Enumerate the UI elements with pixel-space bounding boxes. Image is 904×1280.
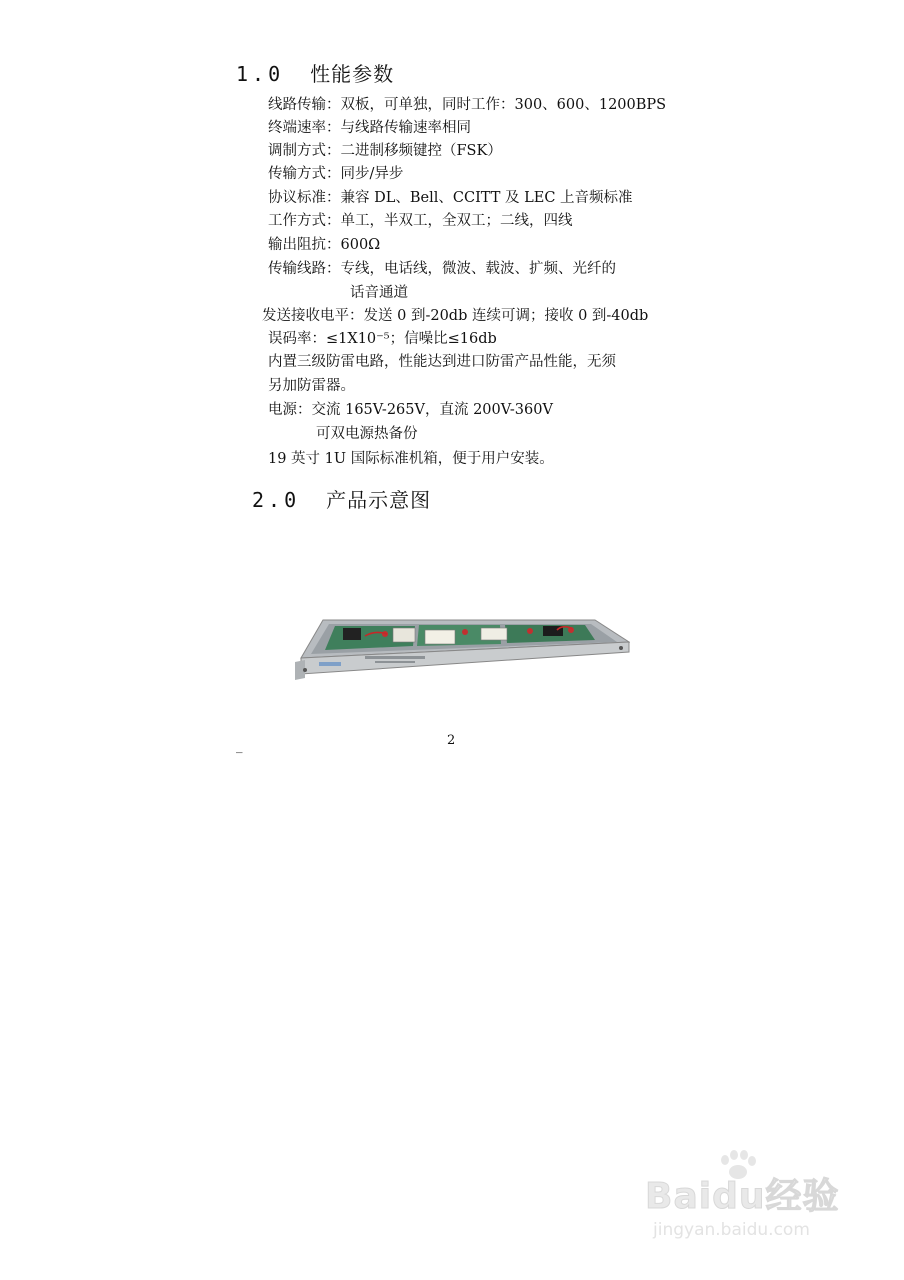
spec-line: 电源：交流 165V-265V，直流 200V-360V xyxy=(268,402,553,418)
section-2-heading xyxy=(252,484,431,513)
section-1-title: 性能参数 xyxy=(310,62,395,86)
spec-line: 误码率：≤1X10⁻⁵；信噪比≤16db xyxy=(268,331,497,347)
spec-line: 发送接收电平：发送 0 到-20db 连续可调；接收 0 到-40db xyxy=(262,308,649,324)
page-number: 2 xyxy=(447,733,456,748)
spec-line: 线路传输：双板，可单独，同时工作：300、600、1200BPS xyxy=(268,97,667,113)
spec-line: 协议标准：兼容 DL、Bell、CCITT 及 LEC 上音频标准 xyxy=(268,190,633,206)
spec-line: 传输线路：专线，电话线，微波、载波、扩频、光纤的 xyxy=(268,261,616,277)
section-2-number: 2.0 xyxy=(252,488,301,512)
spec-line: 输出阻抗：600Ω xyxy=(268,237,381,253)
spec-line: 内置三级防雷电路，性能达到进口防雷产品性能，无须 xyxy=(268,354,616,370)
spec-line: 另加防雷器。 xyxy=(268,378,355,394)
spec-line: 传输方式：同步/异步 xyxy=(268,166,404,182)
spec-line: 工作方式：单工，半双工，全双工；二线，四线 xyxy=(268,213,573,229)
spec-line: 19 英寸 1U 国际标准机箱，便于用户安装。 xyxy=(268,451,554,467)
section-1-number: 1.0 xyxy=(236,62,285,86)
spec-line: 话音通道 xyxy=(350,285,408,301)
section-1-heading xyxy=(236,58,394,87)
product-photo xyxy=(295,612,630,690)
spec-line: 终端速率：与线路传输速率相同 xyxy=(268,120,471,136)
spec-line: 调制方式：二进制移频键控（FSK） xyxy=(268,143,502,159)
section-2-title: 产品示意图 xyxy=(326,488,432,512)
baidu-watermark xyxy=(645,1150,855,1250)
watermark-url: jingyan.baidu.com xyxy=(653,1220,810,1240)
spec-line: 可双电源热备份 xyxy=(316,426,418,442)
footer-mark: _ xyxy=(236,739,243,754)
watermark-brand: Baidu经验 xyxy=(645,1176,840,1217)
